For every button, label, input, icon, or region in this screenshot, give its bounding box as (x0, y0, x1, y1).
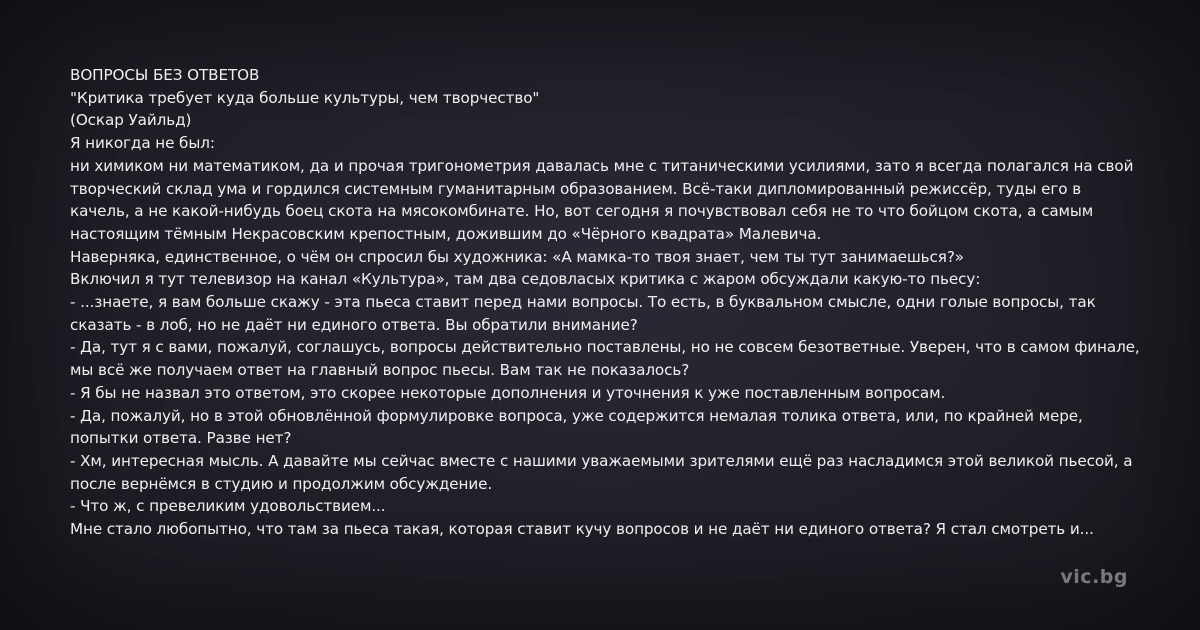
article-text (70, 64, 1140, 541)
dialogue-line: - Да, пожалуй, но в этой обновлённой формулировке вопроса, уже содержится немалая толика ответа, или, по крайней мере, попытки ответа. Разве нет? (70, 406, 1083, 448)
paragraph: ни химиком ни математиком, да и прочая тригонометрия давалась мне с титаническими усилиями, зато я всегда полагался на свой творческий склад ума и гордился системным гуманитарным образованием. Всё-таки дипломированный режиссёр, туды его в качель, а не какой-нибудь боец скота на мясокомбинате. Но, вот сегодня я почувствовал себя не то что бойцом скота, а самым настоящим тёмным Некрасовским крепостным, дожившим до «Чёрного квадрата» Малевича. (70, 156, 1134, 243)
dialogue-line: - Да, тут я с вами, пожалуй, соглашусь, вопросы действительно поставлены, но не совсем безответные. Уверен, что в самом финале, мы всё же получаем ответ на главный вопрос пьесы. Вам так не показалось? (70, 338, 1140, 380)
dialogue-line: - Что ж, с превеликим удовольствием... (70, 497, 386, 516)
dialogue-line: - Хм, интересная мысль. А давайте мы сейчас вместе с нашими уважаемыми зрителями ещё раз насладимся этой великой пьесой, а после вернёмся в студию и продолжим обсуждение. (70, 451, 1133, 493)
epigraph-quote: "Критика требует куда больше культуры, чем творчество" (70, 88, 540, 107)
paragraph: Включил я тут телевизор на канал «Культура», там два седовласых критика с жаром обсуждали какую-то пьесу: (70, 270, 981, 289)
dialogue-line: - ...знаете, я вам больше скажу - эта пьеса ставит перед нами вопросы. То есть, в буквальном смысле, одни голые вопросы, так сказать - в лоб, но не даёт ни единого ответа. Вы обратили внимание? (70, 293, 1096, 334)
article-title: ВОПРОСЫ БЕЗ ОТВЕТОВ (70, 66, 260, 84)
paragraph: Наверняка, единственное, о чём он спросил бы художника: «А мамка-то твоя знает, чем ты тут занимаешься?» (70, 247, 964, 266)
paragraph: Я никогда не был: (70, 134, 215, 153)
epigraph-author: (Оскар Уайльд) (70, 111, 192, 130)
dialogue-line: - Я бы не назвал это ответом, это скорее некоторые дополнения и уточнения к уже поставленным вопросам. (70, 383, 946, 402)
site-watermark: vic.bg (1060, 566, 1128, 588)
paragraph: Мне стало любопытно, что там за пьеса такая, которая ставит кучу вопросов и не даёт ни единого ответа? Я стал смотреть и... (70, 520, 1094, 539)
